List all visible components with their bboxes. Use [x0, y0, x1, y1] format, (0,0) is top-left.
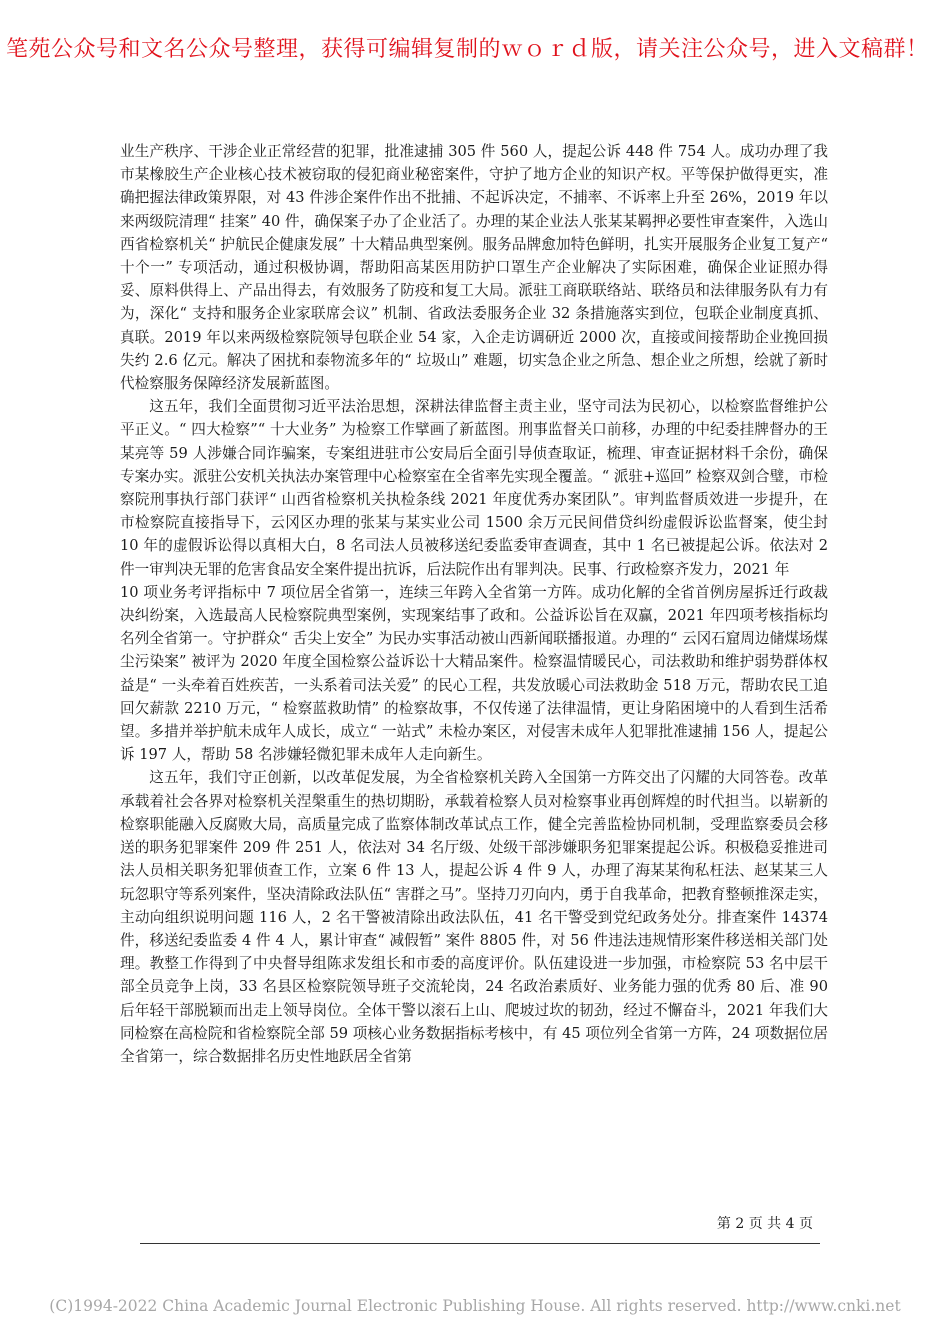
paragraph: 业生产秩序、干涉企业正常经营的犯罪，批准逮捕 305 件 560 人，提起公诉 448 件 754 人。成功办理了我市某橡胶生产企业核心技术被窃取的侵犯商业秘密案件，守护了地方企业的知识产权。平等保护做得更实，准确把握法律政策界限，对 43 件涉企案件作出不批捕、不起诉决定，不捕率、不诉率上升至 26%，2019 年以来两级院清理“ 挂案” 40 件，确保案子办了企业活了。办理的某企业法人张某某羁押必要性审查案件，入选山西省检察机关“ 护航民企健康发展” 十大精品典型案例。服务品牌愈加特色鲜明，扎实开展服务企业复工复产“ 十个一” 专项活动，通过积极协调，帮助阳高某医用防护口罩生产企业解决了实际困难，确保企业证照办得妥、原料供得上、产品出得去，有效服务了防疫和复工大局。派驻工商联联络站、联络员和法律服务队有力有为，深化“ 支持和服务企业家联席会议” 机制、省政法委服务企业 32 条措施落实到位，包联企业制度真抓、真联。2019 年以来两级检察院领导包联企业 54 家，入企走访调研近 2000 次，直接或间接帮助企业挽回损失约 2.6 亿元。解决了困扰和泰物流多年的“ 垃圾山” 难题，切实急企业之所急、想企业之所想，绘就了新时代检察服务保障经济发展新蓝图。	[120, 143, 828, 393]
document-body	[120, 140, 828, 1068]
paragraph: 这五年，我们守正创新，以改革促发展，为全省检察机关跨入全国第一方阵交出了闪耀的大同答卷。改革承载着社会各界对检察机关涅槃重生的热切期盼，承载着检察人员对检察事业再创辉煌的时代担当。以崭新的检察职能融入反腐败大局，高质量完成了监察体制改革试点工作，健全完善监检协同机制，受理监察委员会移送的职务犯罪案件 209 件 251 人，依法对 34 名厅级、处级干部涉嫌职务犯罪案提起公诉。积极稳妥推进司法人员相关职务犯罪侦查工作，立案 6 件 13 人，提起公诉 4 件 9 人，办理了海某某徇私枉法、赵某某三人玩忽职守等系列案件，坚决清除政法队伍“ 害群之马”。坚持刀刃向内，勇于自我革命，把教育整顿推深走实，主动向组织说明问题 116 人，2 名干警被清除出政法队伍，41 名干警受到党纪政务处分。排查案件 14374 件，移送纪委监委 4 件 4 人，累计审查“ 减假暂” 案件 8805 件，对 56 件违法违规情形案件移送相关部门处理。教整工作得到了中央督导组陈求发组长和市委的高度评价。队伍建设进一步加强，市检察院 53 名中层干部全员竞争上岗，33 名县区检察院领导班子交流轮岗，24 名政治素质好、业务能力强的优秀 80 后、准 90 后年轻干部脱颖而出走上领导岗位。全体干警以滚石上山、爬坡过坎的韧劲，经过不懈奋斗，2021 年我们大同检察在高检院和省检察院全部 59 项核心业务数据指标考核中，有 45 项位列全省第一方阵，24 项数据位居全省第一，综合数据排名历史性地跃居全省第	[120, 769, 828, 1065]
page-number: 第 2 页 共 4 页	[716, 1216, 813, 1232]
copyright-footer: (C)1994-2022 China Academic Journal Electronic Publishing House. All rights reserved. http://www.cnki.net	[49, 1297, 901, 1315]
watermark-banner: 笔苑公众号和文名公众号整理，获得可编辑复制的ｗｏｒｄ版，请关注公众号，进入文稿群！	[6, 37, 929, 62]
paragraph: 这五年，我们全面贯彻习近平法治思想，深耕法律监督主责主业，坚守司法为民初心，以检察监督维护公平正义。“ 四大检察”“ 十大业务” 为检察工作擘画了新蓝图。刑事监督关口前移，办理的中纪委挂牌督办的王某亮等 59 人涉嫌合同诈骗案，专案组进驻市公安局后全面引导侦查取证，梳理、审查证据材料千余份，确保专案办实。派驻公安机关执法办案管理中心检察室在全省率先实现全覆盖。“ 派驻+巡回” 检察双剑合璧，市检察院刑事执行部门获评“ 山西省检察机关执检条线 2021 年度优秀办案团队”。审判监督质效进一步提升，在市检察院直接指导下，云冈区办理的张某与某实业公司 1500 余万元民间借贷纠纷虚假诉讼监督案，使尘封 10 年的虚假诉讼得以真相大白，8 名司法人员被移送纪委监委审查调查，其中 1 名已被提起公诉。依法对 2 件一审判决无罪的危害食品安全案件提出抗诉，后法院作出有罪判决。民事、行政检察齐发力，2021 年	[120, 398, 828, 578]
paragraph: 10 项业务考评指标中 7 项位居全省第一，连续三年跨入全省第一方阵。成功化解的全省首例房屋拆迁行政裁决纠纷案，入选最高人民检察院典型案例，实现案结事了政和。公益诉讼旨在双赢，2021 年四项考核指标均名列全省第一。守护群众“ 舌尖上安全” 为民办实事活动被山西新闻联播报道。办理的“ 云冈石窟周边储煤场煤尘污染案” 被评为 2020 年度全国检察公益诉讼十大精品案件。检察温情暖民心，司法救助和维护弱势群体权益是“ 一头牵着百姓疾苦，一头系着司法关爱” 的民心工程，共发放暖心司法救助金 518 万元，帮助农民工追回欠薪款 2210 万元，“ 检察蓝救助情” 的检察故事，不仅传递了法律温情，更让身陷困境中的人看到生活希望。多措并举护航未成年人成长，成立“ 一站式” 未检办案区，对侵害未成年人犯罪批准逮捕 156 人，提起公诉 197 人，帮助 58 名涉嫌轻微犯罪未成年人走向新生。	[120, 583, 828, 764]
footer-divider	[140, 1243, 820, 1244]
